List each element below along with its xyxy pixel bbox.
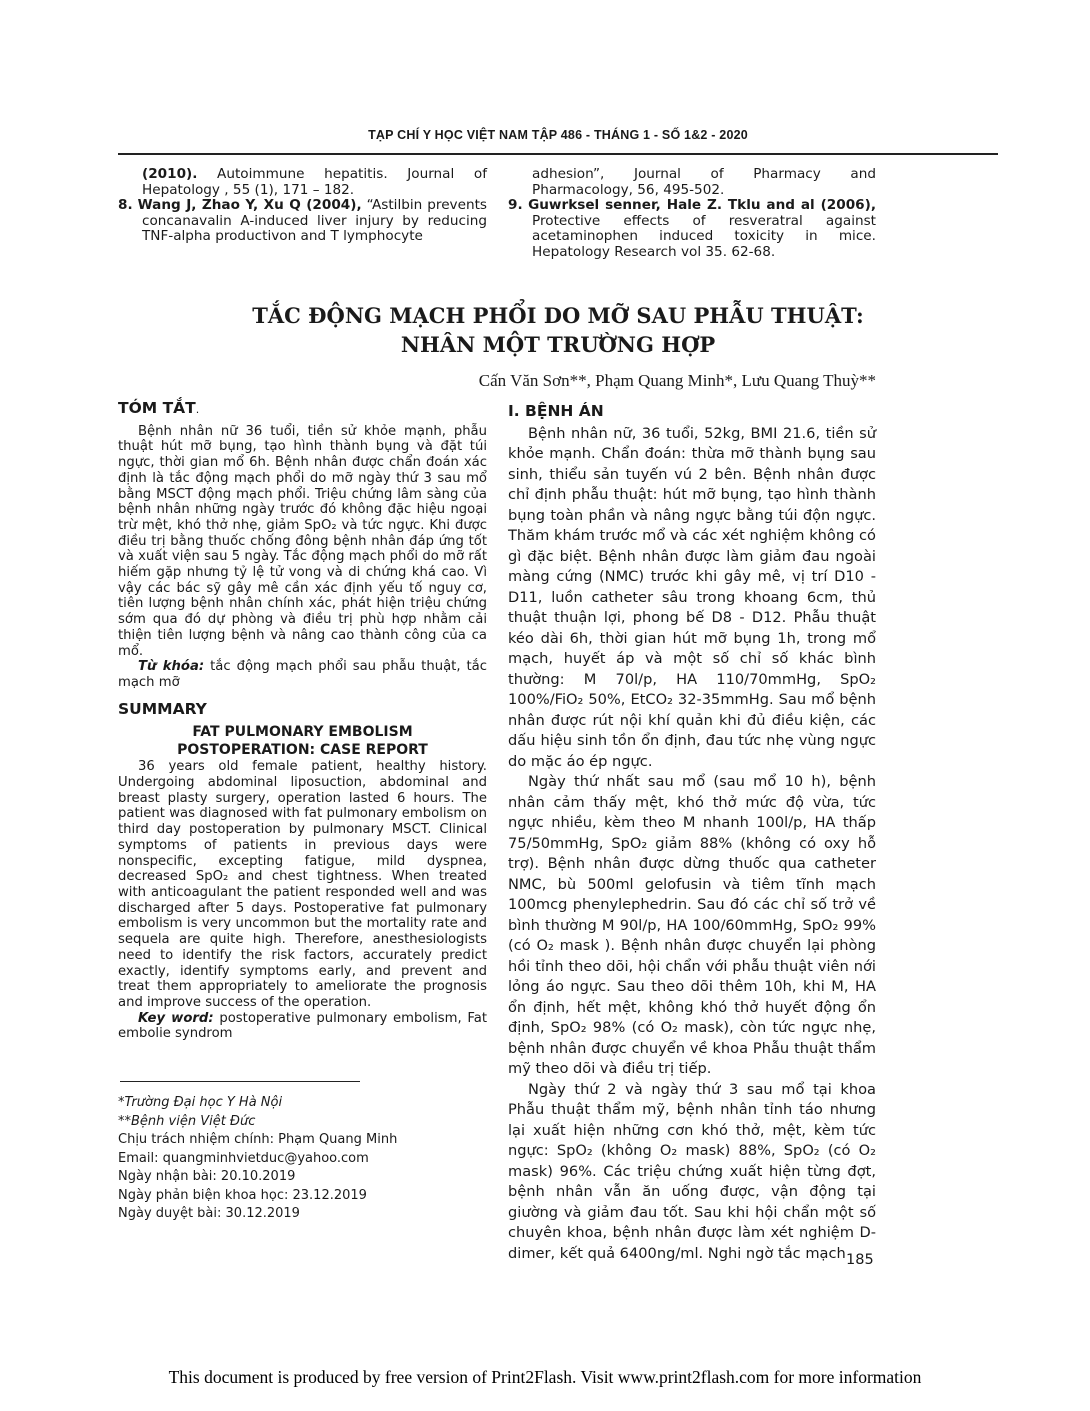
case-paragraph-3: Ngày thứ 2 và ngày thứ 3 sau mổ tại khoa Phẫu thuật thẩm mỹ, bệnh nhân tỉnh táo nhưng lại xuất hiện những cơn khó thở, mệt, kèm tức ngực: SpO₂ (không O₂ mask) 88%, SpO₂ (có O₂ mask) 96%. Các triệu chứng xuất hiện từng đợt, bệnh nhân vẫn ăn uống được, vận động tại giường và giảm đau tốt. Sau khi hội chẩn một số chuyên khoa, bệnh nhân được làm xét nghiệm D-dimer, kết quả 6400ng/ml. Nghi ngờ tắc mạch xyxy=(508,1080,876,1262)
reference-text: Protective effects of resveratral against acetaminophen induced toxicity in mice. Hepatology Research vol 35. 62-68. xyxy=(532,212,876,260)
keywords-label: Từ khóa: xyxy=(138,659,205,675)
reference-text: “Astilbin prevents concanavalin A-induced liver injury by reducing TNF-alpha productivon and T lymphocyte xyxy=(142,197,487,245)
keywords-label: Key word: xyxy=(138,1010,214,1026)
keywords-text: tắc động mạch phổi sau phẫu thuật, tắc mạch mỡ xyxy=(118,659,487,690)
article-title-line-1: TẮC ĐỘNG MẠCH PHỔI DO MỠ SAU PHẪU THUẬT: xyxy=(252,303,864,328)
affiliation-2: **Bệnh viện Việt Đức xyxy=(118,1113,256,1129)
reference-number: 9. xyxy=(508,197,523,214)
reference-authors: Guwrksel senner, Hale Z. Tklu and al (2006), xyxy=(528,197,876,214)
abstract-en-subtitle-line-2: POSTOPERATION: CASE REPORT xyxy=(177,742,428,759)
abstract-en-subtitle-line-1: FAT PULMONARY EMBOLISM xyxy=(192,724,413,741)
footnotes xyxy=(118,1094,397,1224)
abstract-vi-body: Bệnh nhân nữ 36 tuổi, tiền sử khỏe mạnh, phẫu thuật hút mỡ bụng, tạo hình thành bụng và đặt túi ngực, thời gian mổ 6h. Bệnh nhân được chẩn đoán xác định là tắc động mạch phổi do mỡ ngày thứ 3 sau mổ bằng MSCT động mạch phổi. Triệu chứng lâm sàng của bệnh nhân những ngày trước đó không đặc hiệu ngoại trừ mệt, khó thở nhẹ, giảm SpO₂ và tức ngực. Khi được điều trị bằng thuốc chống đông bệnh nhân đáp ứng tốt và xuất viện sau 5 ngày. Tắc động mạch phổi do mỡ rất hiếm gặp nhưng tỷ lệ tử vong và di chứng khá cao. Vì vậy các bác sỹ gây mê cần xác định yếu tố nguy cơ, tiên lượng bệnh nhân chính xác, phát hiện triệu chứng sớm qua đó dự phòng và điều trị phù hợp nhằm cải thiện tiên lượng bệnh và nâng cao thành công của ca mổ. xyxy=(118,423,487,659)
reference-year: (2010). xyxy=(142,166,198,182)
date-accepted: Ngày duyệt bài: 30.12.2019 xyxy=(118,1206,300,1221)
abstract-vi-heading-text: TÓM TẮT xyxy=(118,399,196,417)
article-title xyxy=(120,301,996,359)
reference-authors: Wang J, Zhao Y, Xu Q (2004), xyxy=(137,197,362,214)
corresponding-author: Chịu trách nhiệm chính: Phạm Quang Minh xyxy=(118,1132,398,1147)
case-paragraph-2: Ngày thứ nhất sau mổ (sau mổ 10 h), bệnh nhân cảm thấy mệt, khó thở mức độ vừa, tức ngực nhiều, kèm theo M nhanh 100l/p, HA thấp 75/50mmHg, SpO₂ giảm 88% (không có oxy hỗ trợ). Bệnh nhân được dừng thuốc qua catheter NMC, bù 500ml gelofusin và tiêm tĩnh mạch 100mcg phenylephedrin. Sau đó các chỉ số trở về bình thường M 90l/p, HA 100/60mmHg, SpO₂ 99% (có O₂ mask ). Bệnh nhân được chuyển lại phòng hồi tỉnh theo dõi, hội chẩn với phẫu thuật viên nới lỏng áo ngực. Sau theo dõi thêm 10h, khi M, HA ổn định, hết mệt, không khó thở huyết động ổn định, SpO₂ 98% (có O₂ mask), còn tức ngực nhẹ, bệnh nhân được chuyển về khoa Phẫu thuật thẩm mỹ theo dõi và điều trị tiếp. xyxy=(508,773,876,1077)
reference-continued-right: adhesion”, Journal of Pharmacy and Pharmacology, 56, 495-502. xyxy=(532,166,876,198)
keywords-text: postoperative pulmonary embolism, Fat embolie syndrom xyxy=(118,1010,488,1042)
affiliation-1: *Trường Đại học Y Hà Nội xyxy=(118,1095,283,1110)
email: Email: quangminhvietduc@yahoo.com xyxy=(118,1150,369,1166)
references-left xyxy=(118,167,487,246)
references-right xyxy=(508,167,876,262)
abstract-vi-heading xyxy=(118,401,487,418)
reference-continued-left xyxy=(118,167,487,198)
case-paragraph-1: Bệnh nhân nữ, 36 tuổi, 52kg, BMI 21.6, tiền sử khỏe mạnh. Chẩn đoán: thừa mỡ thành bụng sau sinh, thiểu sản tuyến vú 2 bên. Bệnh nhân được chỉ định phẫu thuật: hút mỡ bụng, tạo hình thành bụng toàn phần và nâng ngực bằng túi độn ngực. Thăm khám trước mổ và các xét nghiệm không có gì đặc biệt. Bệnh nhân được làm giảm đau ngoài màng cứng (NMC) trước khi gây mê, vị trí D10 - D11, luồn catheter sâu trong khoang 6cm, thủ thuật thuận lợi, phong bế D8 - D12. Phẫu thuật kéo dài 6h, thời gian hút mỡ bụng 1h, trong mổ mạch, huyết áp và một số chỉ số khác bình thường: M 70l/p, HA 110/70mmHg, SpO₂ 100%/FiO₂ 50%, EtCO₂ 32-35mmHg. Sau mổ bệnh nhân được rút nội khí quản khi đủ điều kiện, các dấu hiệu sinh tồn ổn định, đau tức nhẹ vùng ngực do mặc áo ép ngực. xyxy=(508,424,876,770)
page-number: 185 xyxy=(846,1252,874,1268)
article-title-line-2: NHÂN MỘT TRƯỜNG HỢP xyxy=(400,332,716,357)
print2flash-watermark: This document is produced by free version of Print2Flash. Visit www.print2flash.com for more information xyxy=(168,1367,922,1387)
case-heading: I. BỆNH ÁN xyxy=(508,402,604,420)
abstract-en-heading: SUMMARY xyxy=(118,699,207,718)
reference-8 xyxy=(118,198,487,245)
header-rule xyxy=(118,153,998,155)
abstract-en-body: 36 years old female patient, healthy history. Undergoing abdominal liposuction, abdominal and breast plasty surgery, operation lasted 6 hours. The patient was diagnosed with fat pulmonary embolism on third day postoperation by pulmonary MSCT. Clinical symptoms of patients in previous days were nonspecific, excepting fatigue, mild dyspnea, decreased SpO₂ and chest tightness. When treated with anticoagulant the patient responded well and was discharged after 5 days. Postoperative fat pulmonary embolism is very uncommon but the mortality rate and sequela are quite high. Therefore, anesthesiologists need to identify the risk factors, accurately predict exactly, identify symptoms early, and prevent and treat them appropriately to ameliorate the prognosis and improve success of the operation. xyxy=(118,759,487,1010)
abstract-en-keywords xyxy=(118,1011,487,1042)
reference-9 xyxy=(508,198,876,260)
abstract-vi-keywords xyxy=(118,659,487,690)
abstract-vi-heading-dot: . xyxy=(195,403,200,416)
reference-text: Autoimmune hepatitis. Journal of Hepatology , 55 (1), 171 – 182. xyxy=(142,166,487,198)
article-authors: Cấn Văn Sơn**, Phạm Quang Minh*, Lưu Quang Thuỳ** xyxy=(478,371,876,390)
date-received: Ngày nhận bài: 20.10.2019 xyxy=(118,1169,296,1184)
abstract-en-subtitle xyxy=(118,723,487,759)
left-column xyxy=(118,401,487,1042)
footnote-rule xyxy=(120,1081,360,1082)
date-reviewed: Ngày phản biện khoa học: 23.12.2019 xyxy=(118,1187,367,1203)
right-column xyxy=(508,401,876,1264)
reference-number: 8. xyxy=(118,197,133,214)
journal-header: TẠP CHÍ Y HỌC VIỆT NAM TẬP 486 - THÁNG 1 - SỐ 1&2 - 2020 xyxy=(368,128,748,142)
